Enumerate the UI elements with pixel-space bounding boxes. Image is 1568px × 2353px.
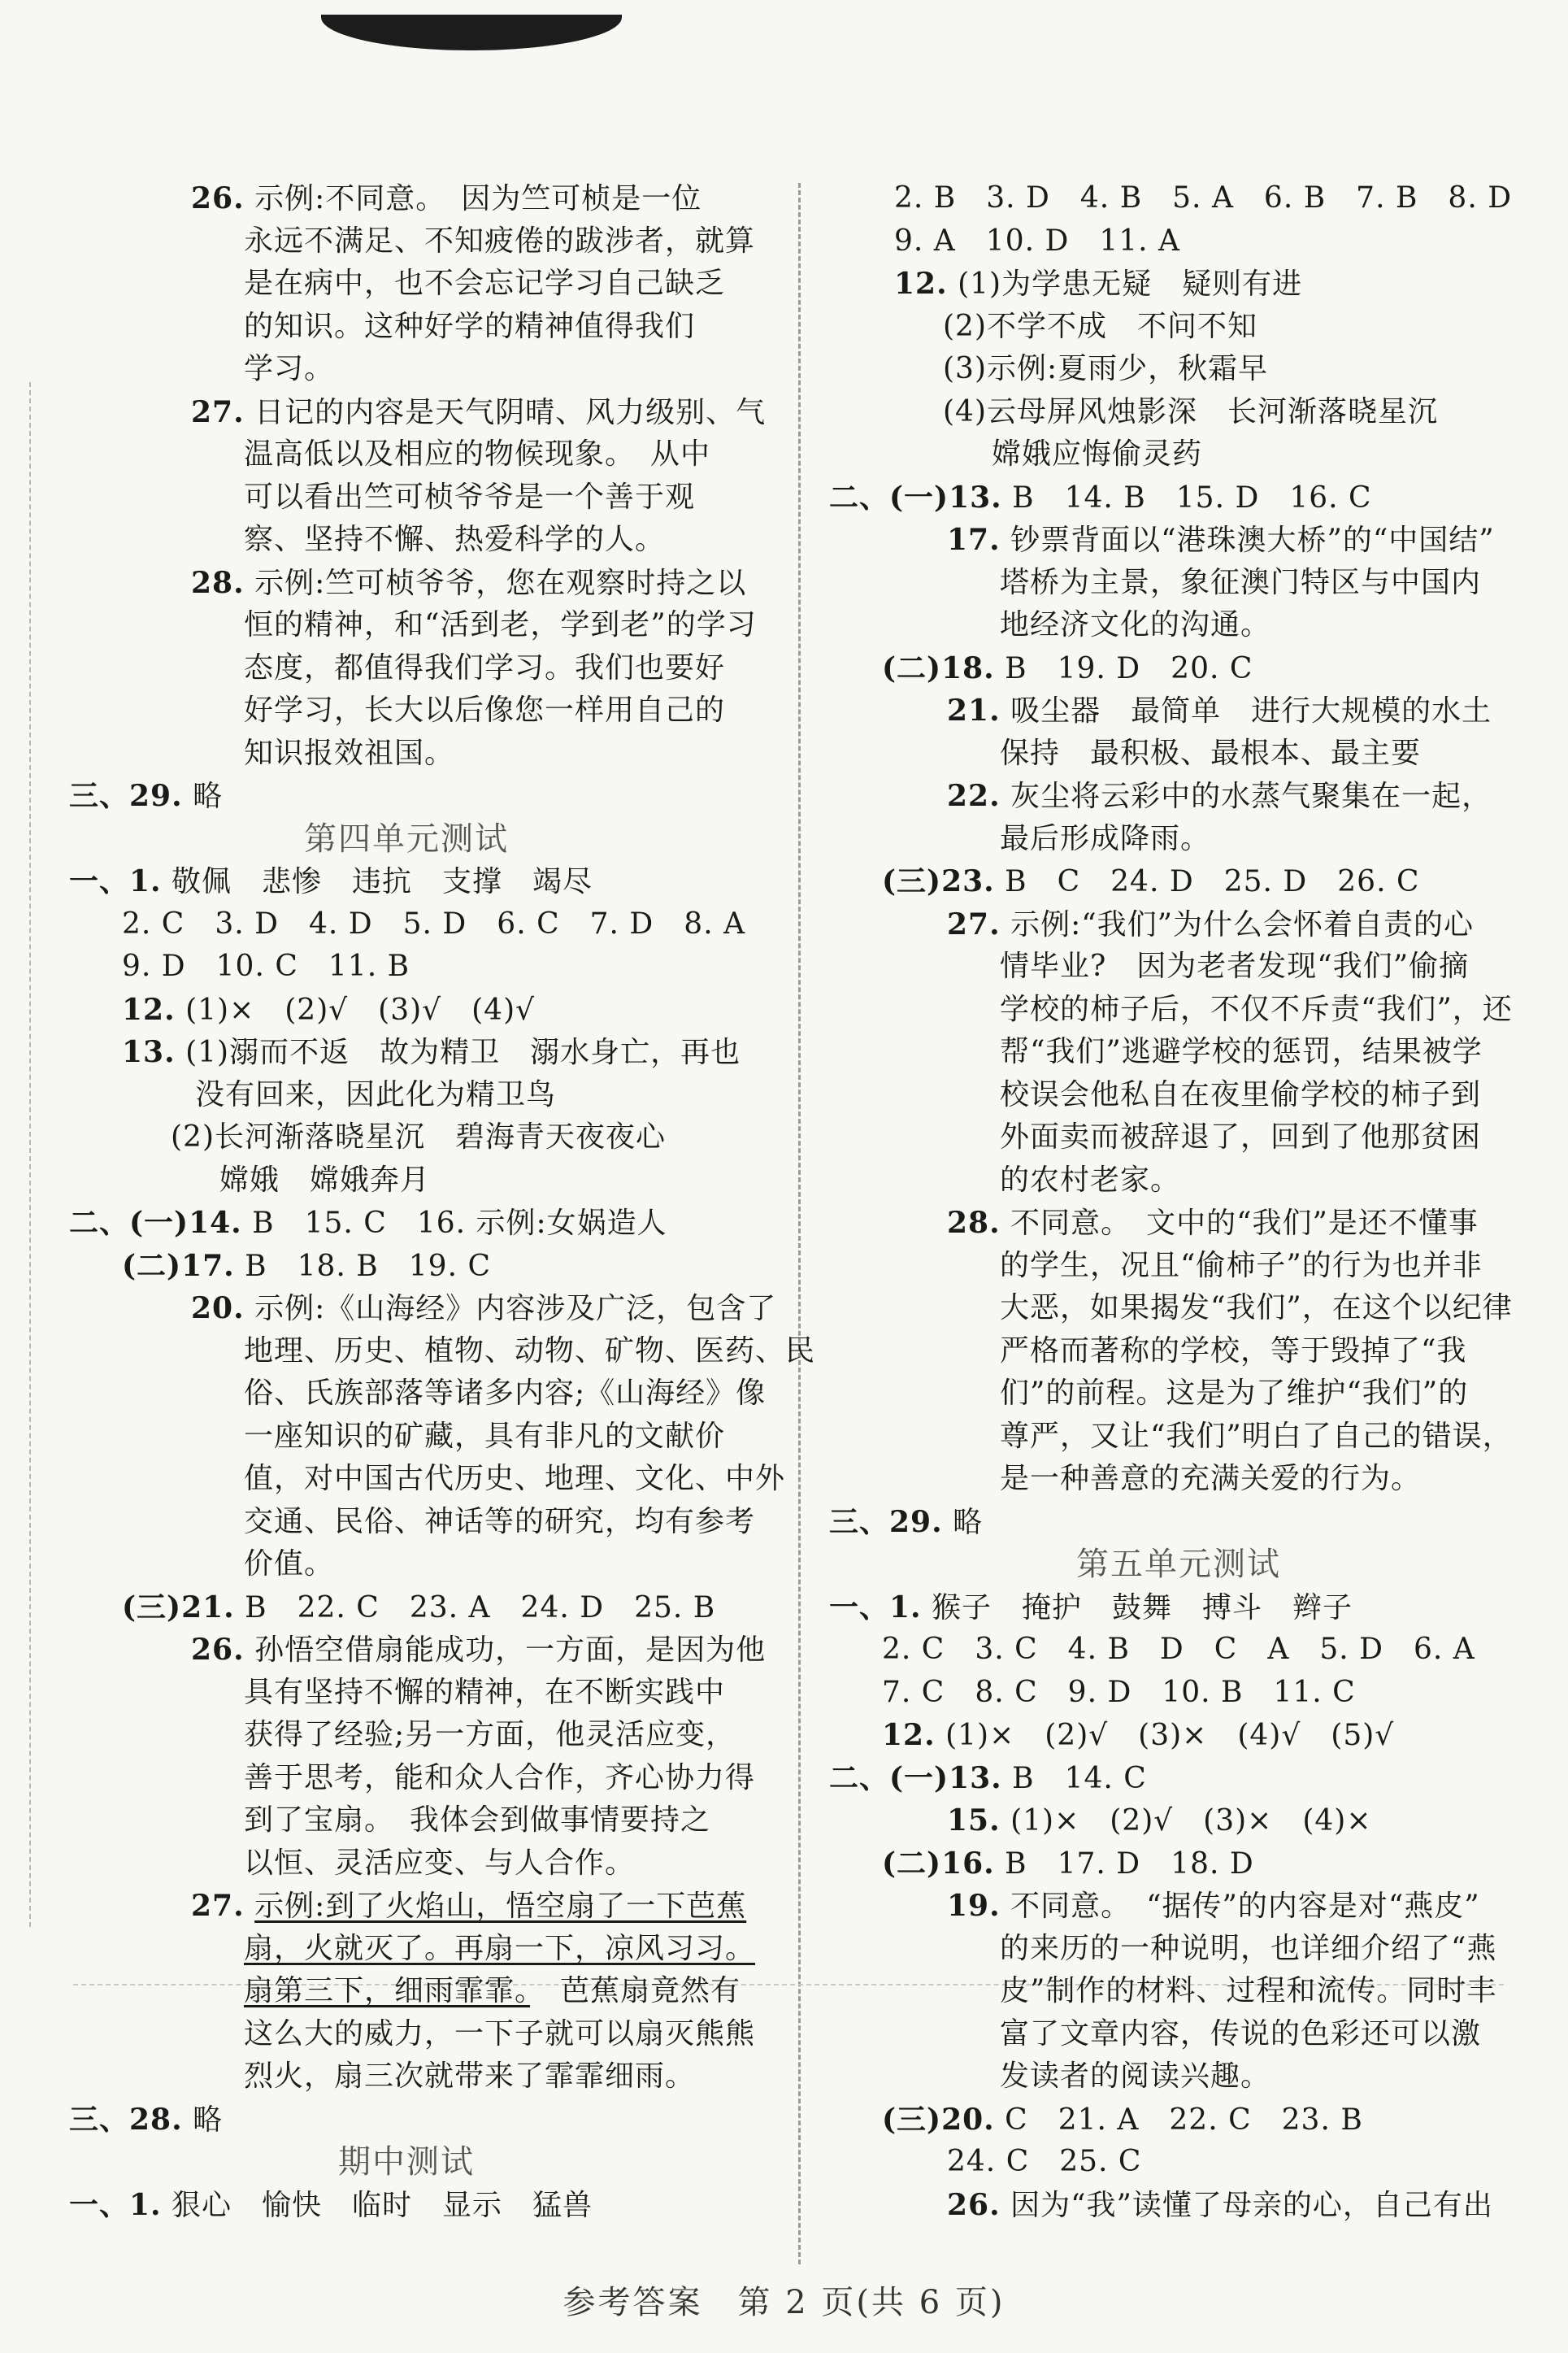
answer-text: 略 xyxy=(953,1505,984,1539)
answer-line xyxy=(57,1245,756,1288)
answer-text: 9. A 10. D 11. A xyxy=(894,224,1181,258)
scan-ink-blot xyxy=(321,15,622,50)
answer-text: 不同意。 文中的“我们”是还不懂事 xyxy=(1010,1207,1479,1240)
question-number: 19. xyxy=(947,1889,1001,1923)
answer-text: 地理、历史、植物、动物、矿物、医药、民 xyxy=(244,1333,816,1368)
answer-text: 帮“我们”逃避学校的惩罚，结果被学 xyxy=(1000,1035,1483,1068)
answer-line xyxy=(57,775,756,818)
answer-line xyxy=(829,604,1528,647)
section-title: 期中测试 xyxy=(338,2143,475,2181)
answer-text: 嫦娥应悔偷灵药 xyxy=(992,437,1203,471)
answer-text: 可以看出竺可桢爷爷是一个善于观 xyxy=(244,480,696,514)
answer-text: 具有坚持不懈的精神，在不断实践中 xyxy=(244,1675,726,1709)
column-divider xyxy=(798,183,801,2264)
answer-line xyxy=(57,1885,756,1928)
answer-text: B 17. D 18. D xyxy=(1005,1846,1254,1881)
answer-text: 是在病中，也不会忘记学习自己缺乏 xyxy=(244,267,726,300)
answer-text: 校误会他私自在夜里偷学校的柿子到 xyxy=(1000,1077,1482,1111)
answer-text: 不同意。 “据传”的内容是对“燕皮” xyxy=(1010,1890,1480,1923)
answer-text: (1)× (2)√ (3)× (4)× xyxy=(1010,1804,1372,1838)
question-number: (三)20. xyxy=(882,2102,995,2137)
answer-line xyxy=(829,177,1528,220)
answer-line xyxy=(829,903,1528,946)
answer-line xyxy=(829,391,1528,434)
left-column xyxy=(57,177,816,2226)
answer-text: 吸尘器 最简单 进行大规模的水土 xyxy=(1010,694,1492,728)
answer-line xyxy=(829,2141,1528,2184)
answer-text: 因为“我”读懂了母亲的心，自己有出 xyxy=(1010,2188,1493,2222)
answer-line xyxy=(57,989,756,1032)
question-number: 12. xyxy=(122,992,176,1027)
answer-line xyxy=(57,2184,756,2227)
answer-line xyxy=(829,2013,1528,2056)
answer-text: 尊严，又让“我们”明白了自己的错误， xyxy=(1000,1419,1513,1453)
answer-text: (1)为学患无疑 疑则有进 xyxy=(958,267,1303,301)
answer-text: 们”的前程。这是为了维护“我们”的 xyxy=(1000,1377,1469,1410)
answer-text: 到了宝扇。 我体会到做事情要持之 xyxy=(244,1803,711,1837)
answer-text: 这么大的威力，一下子就可以扇灭熊熊 xyxy=(244,2016,756,2051)
answer-line xyxy=(57,519,756,562)
answer-line xyxy=(57,689,756,733)
answer-line xyxy=(829,689,1528,733)
answer-line xyxy=(57,220,756,263)
answer-line xyxy=(57,1458,786,1501)
answer-text: 示例:到了火焰山，悟空扇了一下芭蕉 xyxy=(254,1890,747,1923)
answer-line xyxy=(57,604,756,647)
answer-text: 保持 最积极、最根本、最主要 xyxy=(1000,736,1422,770)
answer-line xyxy=(829,476,1528,520)
answer-text: (4)云母屏风烛影深 长河渐落晓星沉 xyxy=(943,394,1438,428)
answer-text: 发读者的阅读兴趣。 xyxy=(1000,2059,1271,2093)
answer-line xyxy=(829,1458,1528,1501)
answer-line xyxy=(57,306,756,349)
question-number: 21. xyxy=(947,694,1001,728)
answer-text: 24. C 25. C xyxy=(947,2145,1142,2178)
answer-text: B 15. C 16. 示例:女娲造人 xyxy=(252,1207,667,1240)
section-title: 第五单元测试 xyxy=(1076,1546,1281,1583)
answer-line xyxy=(829,647,1528,690)
answer-line xyxy=(829,1116,1528,1159)
answer-line xyxy=(829,306,1528,349)
answer-text: 扇，火就灭了。再扇一下，凉风习习。 xyxy=(244,1931,756,1965)
answer-text: 俗、氏族部落等诸多内容;《山海经》像 xyxy=(244,1377,767,1410)
answer-line xyxy=(829,1586,1528,1629)
answer-text: (3)示例:夏雨少，秋霜早 xyxy=(943,352,1269,385)
question-number: (二)16. xyxy=(882,1846,995,1881)
answer-text: 情毕业? 因为老者发现“我们”偷摘 xyxy=(1000,950,1470,983)
answer-line xyxy=(829,562,1528,605)
answer-line xyxy=(57,2013,756,2056)
answer-line xyxy=(57,733,756,776)
answer-line xyxy=(57,1501,756,1544)
answer-line xyxy=(57,433,756,476)
answer-text: (2)长河渐落晓星沉 碧海青天夜夜心 xyxy=(171,1120,666,1154)
answer-line xyxy=(57,562,756,605)
answer-text: 严格而著称的学校，等于毁掉了“我 xyxy=(1000,1333,1467,1368)
answer-text: 钞票背面以“港珠澳大桥”的“中国结” xyxy=(1010,524,1495,557)
question-number: 12. xyxy=(882,1718,936,1752)
answer-text: 大恶，如果揭发“我们”，在这个以纪律 xyxy=(1000,1291,1513,1324)
answer-text: 察、坚持不懈、热爱科学的人。 xyxy=(244,523,666,556)
answer-text: 2. C 3. D 4. D 5. D 6. C 7. D 8. A xyxy=(122,907,746,941)
answer-line xyxy=(829,1970,1528,2013)
question-number: 三、29. xyxy=(829,1504,943,1539)
answer-text: 略 xyxy=(193,780,224,813)
answer-text: 狠心 愉快 临时 显示 猛兽 xyxy=(172,2188,593,2222)
answer-text: 嫦娥 嫦娥奔月 xyxy=(219,1163,431,1197)
answer-line xyxy=(57,1416,756,1459)
answer-line xyxy=(57,348,756,391)
answer-line xyxy=(57,1287,777,1330)
answer-line xyxy=(57,1928,756,1971)
answer-text: 9. D 10. C 11. B xyxy=(122,950,410,983)
answer-text: 孙悟空借扇能成功，一方面，是因为他 xyxy=(254,1633,767,1667)
answer-line xyxy=(57,2055,756,2099)
section-title: 第四单元测试 xyxy=(304,820,509,858)
answer-text: 价值。 xyxy=(244,1547,335,1581)
question-number: (二)18. xyxy=(882,650,995,685)
question-number: (二)17. xyxy=(122,1248,235,1283)
answer-line xyxy=(829,1287,1528,1330)
answer-line xyxy=(57,1330,816,1373)
answer-text: 值，对中国古代历史、地理、文化、中外 xyxy=(244,1462,786,1495)
question-number: 20. xyxy=(191,1291,245,1325)
question-number: (三)21. xyxy=(122,1590,235,1624)
answer-line xyxy=(829,2184,1528,2227)
answer-line xyxy=(829,1159,1528,1203)
answer-line xyxy=(57,903,756,946)
answer-line xyxy=(829,818,1528,861)
answer-line xyxy=(57,1970,756,2013)
answer-text: 最后形成降雨。 xyxy=(1000,821,1211,855)
answer-text: B 22. C 23. A 24. D 25. B xyxy=(245,1590,716,1624)
answer-line xyxy=(57,1074,756,1117)
underlined-text: 扇第三下，细雨霏霏。 xyxy=(244,1974,531,2007)
answer-line xyxy=(829,1842,1528,1885)
answer-line xyxy=(829,733,1528,776)
answer-text: 示例:《山海经》内容涉及广泛，包含了 xyxy=(254,1292,777,1325)
answer-line xyxy=(829,1629,1528,1672)
answer-text: 2. B 3. D 4. B 5. A 6. B 7. B 8. D xyxy=(894,181,1513,215)
answer-text: 烈火，扇三次就带来了霏霏细雨。 xyxy=(244,2059,696,2093)
page-footer: 参考答案 第 2 页(共 6 页) xyxy=(562,2284,1006,2321)
question-number: 27. xyxy=(191,394,245,429)
answer-text: 获得了经验;另一方面，他灵活应变， xyxy=(244,1718,736,1751)
answer-text: 富了文章内容，传说的色彩还可以激 xyxy=(1000,2016,1482,2051)
answer-line xyxy=(829,2099,1528,2142)
question-number: 27. xyxy=(947,907,1001,942)
answer-line xyxy=(829,1714,1528,1757)
answer-line xyxy=(829,775,1528,818)
answer-text: 皮”制作的材料、过程和流传。同时丰 xyxy=(1000,1974,1497,2007)
question-number: 三、29. xyxy=(69,779,183,813)
answer-line xyxy=(829,519,1528,562)
answer-text: 好学习，长大以后像您一样用自己的 xyxy=(244,694,726,727)
answer-line xyxy=(57,1159,756,1203)
answer-text: 扇第三下，细雨霏霏。 芭蕉扇竟然有 xyxy=(244,1974,741,2007)
answer-line xyxy=(829,1372,1528,1416)
answer-line xyxy=(57,1543,756,1586)
question-number: 12. xyxy=(894,267,948,301)
answer-line xyxy=(829,1074,1528,1117)
question-number: (三)23. xyxy=(882,864,995,898)
answer-text: 态度，都值得我们学习。我们也要好 xyxy=(244,650,726,685)
answer-text: 学校的柿子后，不仅不斥责“我们”，还 xyxy=(1000,992,1513,1026)
answer-text: B 18. B 19. C xyxy=(245,1249,492,1283)
answer-text: 永远不满足、不知疲倦的跋涉者，就算 xyxy=(244,224,756,258)
answer-line xyxy=(829,946,1528,989)
answer-text: 的农村老家。 xyxy=(1000,1163,1181,1197)
answer-text: 知识报效祖国。 xyxy=(244,736,455,770)
answer-line xyxy=(829,1245,1528,1288)
answer-text: 温高低以及相应的物候现象。 从中 xyxy=(244,437,711,471)
answer-line xyxy=(57,647,756,690)
answer-text: B 14. B 15. D 16. C xyxy=(1012,481,1372,515)
question-number: 26. xyxy=(191,181,245,215)
answer-line xyxy=(829,1330,1528,1373)
answer-text: 日记的内容是天气阴晴、风力级别、气 xyxy=(254,395,767,429)
answer-line xyxy=(57,391,767,434)
answer-line xyxy=(57,1372,767,1416)
question-number: 28. xyxy=(191,565,245,600)
answer-line xyxy=(829,989,1528,1032)
answer-line xyxy=(57,2099,756,2142)
answer-text: 是一种善意的充满关爱的行为。 xyxy=(1000,1462,1422,1495)
answer-text: C 21. A 22. C 23. B xyxy=(1005,2103,1363,2137)
question-number: 二、(一)13. xyxy=(829,480,1002,515)
answer-line xyxy=(57,476,756,520)
answer-line xyxy=(829,1885,1528,1928)
answer-text: 示例:竺可桢爷爷，您在观察时持之以 xyxy=(254,566,747,600)
question-number: 22. xyxy=(947,779,1001,813)
answer-text: 一座知识的矿藏，具有非凡的文献价 xyxy=(244,1419,726,1453)
answer-line xyxy=(829,1928,1528,1971)
answer-text: 2. C 3. C 4. B D C A 5. D 6. A xyxy=(882,1633,1475,1666)
question-number: 二、(一)13. xyxy=(829,1760,1002,1795)
answer-text: 善于思考，能和众人合作，齐心协力得 xyxy=(244,1760,756,1794)
answer-line xyxy=(829,348,1528,391)
answer-line xyxy=(57,1672,756,1715)
answer-line xyxy=(829,1757,1528,1800)
answer-line xyxy=(57,1842,756,1885)
answer-line xyxy=(829,2055,1528,2099)
question-number: 一、1. xyxy=(829,1590,922,1624)
answer-text: 略 xyxy=(193,2103,224,2137)
answer-text: 的知识。这种好学的精神值得我们 xyxy=(244,309,696,343)
answer-text: B 19. D 20. C xyxy=(1005,651,1253,685)
answer-line xyxy=(829,1416,1528,1459)
answer-text: 没有回来，因此化为精卫鸟 xyxy=(195,1077,557,1111)
question-number: 三、28. xyxy=(69,2102,183,2137)
answer-text: 的学生，况且“偷柿子”的行为也并非 xyxy=(1000,1248,1483,1282)
question-number: 28. xyxy=(947,1206,1001,1240)
answer-line xyxy=(57,1116,756,1159)
answer-line xyxy=(57,1799,756,1842)
answer-line xyxy=(57,1031,756,1074)
answer-line xyxy=(829,860,1528,903)
answer-text: 猴子 掩护 鼓舞 搏斗 辫子 xyxy=(932,1590,1353,1624)
answer-text: B C 24. D 25. D 26. C xyxy=(1005,865,1420,898)
right-column xyxy=(829,177,1528,2226)
answer-text: 塔桥为主景，象征澳门特区与中国内 xyxy=(1000,565,1482,599)
answer-line xyxy=(57,860,756,903)
question-number: 17. xyxy=(947,523,1001,557)
answer-text: 交通、民俗、神话等的研究，均有参考 xyxy=(244,1504,756,1538)
question-number: 26. xyxy=(947,2187,1001,2222)
answer-text: (1)溺而不返 故为精卫 溺水身亡，再也 xyxy=(185,1036,741,1069)
answer-line xyxy=(829,433,1528,476)
question-number: 二、(一)14. xyxy=(69,1206,242,1240)
answer-text: 恒的精神，和“活到老，学到老”的学习 xyxy=(244,608,757,642)
answer-line xyxy=(829,1031,1528,1074)
answer-line xyxy=(57,1202,756,1245)
answer-line xyxy=(57,946,756,989)
answer-line xyxy=(829,1799,1528,1842)
binding-dash-line xyxy=(29,382,31,1927)
answer-line xyxy=(57,1714,756,1757)
answer-line xyxy=(57,1629,767,1672)
answer-text: 敬佩 悲惨 违抗 支撑 竭尽 xyxy=(172,865,593,898)
question-number: 26. xyxy=(191,1633,245,1667)
answer-line xyxy=(829,1672,1528,1715)
answer-text: 示例:不同意。 因为竺可桢是一位 xyxy=(254,182,702,215)
answer-text: 学习。 xyxy=(244,352,335,385)
question-number: 15. xyxy=(947,1803,1001,1838)
answer-text: 示例:“我们”为什么会怀着自责的心 xyxy=(1010,907,1475,942)
question-number: 27. xyxy=(191,1889,245,1923)
answer-text: 7. C 8. C 9. D 10. B 11. C xyxy=(882,1675,1356,1709)
question-number: 13. xyxy=(122,1035,176,1069)
question-number: 一、1. xyxy=(69,2187,162,2222)
answer-text: 的来历的一种说明，也详细介绍了“燕 xyxy=(1000,1931,1497,1965)
answer-line xyxy=(829,1202,1528,1245)
answer-line xyxy=(829,1501,1528,1544)
answer-text: 以恒、灵活应变、与人合作。 xyxy=(244,1846,636,1880)
question-number: 一、1. xyxy=(69,864,162,898)
answer-text: (1)× (2)√ (3)× (4)√ (5)√ xyxy=(945,1719,1395,1752)
answer-text: (1)× (2)√ (3)√ (4)√ xyxy=(185,993,536,1027)
answer-line xyxy=(57,1586,756,1629)
answer-text: 外面卖而被辞退了，回到了他那贫困 xyxy=(1000,1120,1482,1154)
answer-line xyxy=(57,1757,756,1800)
answer-line xyxy=(57,263,756,306)
answer-text: (2)不学不成 不问不知 xyxy=(943,309,1257,343)
answer-text: 地经济文化的沟通。 xyxy=(1000,608,1271,642)
answer-line xyxy=(829,220,1528,263)
answer-line xyxy=(57,177,756,220)
answer-line xyxy=(829,263,1528,306)
answer-text: 灰尘将云彩中的水蒸气聚集在一起， xyxy=(1010,780,1492,813)
answer-text: B 14. C xyxy=(1012,1761,1147,1795)
